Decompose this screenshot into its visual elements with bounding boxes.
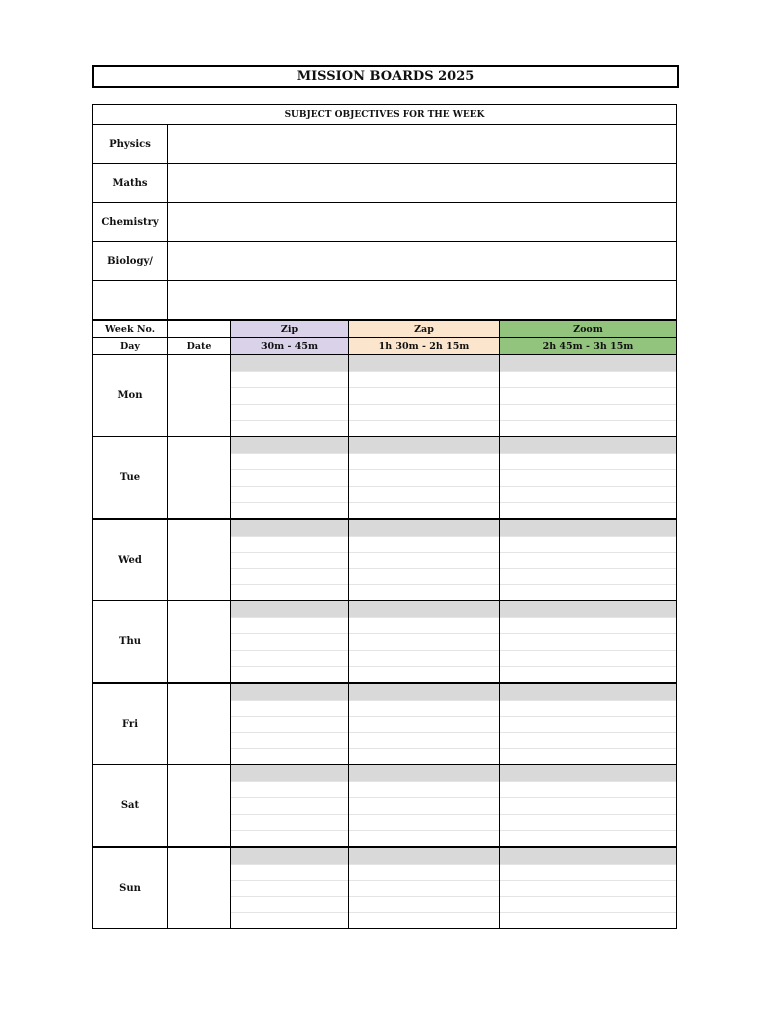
slot-header-shade	[500, 684, 676, 700]
slot-line[interactable]	[231, 502, 348, 518]
slot-line[interactable]	[349, 502, 499, 518]
slot-line[interactable]	[349, 650, 499, 666]
category-zip-duration: 30m - 45m	[231, 338, 349, 354]
slot-header-shade	[349, 601, 499, 617]
day-label: Thu	[93, 601, 168, 682]
slot-line[interactable]	[231, 552, 348, 568]
slot-line[interactable]	[231, 650, 348, 666]
slot-line[interactable]	[349, 387, 499, 403]
slot-line[interactable]	[500, 584, 676, 600]
date-field[interactable]	[168, 765, 231, 846]
date-field[interactable]	[168, 355, 231, 436]
week-number-label: Week No.	[93, 321, 168, 337]
slot-line[interactable]	[500, 650, 676, 666]
slot-line[interactable]	[231, 536, 348, 552]
slot-header-shade	[231, 355, 348, 371]
slot-header-shade	[500, 765, 676, 781]
slot-line[interactable]	[231, 864, 348, 880]
objective-row	[93, 281, 676, 319]
objective-field[interactable]	[168, 203, 676, 241]
date-field[interactable]	[168, 684, 231, 764]
slot-line[interactable]	[500, 617, 676, 633]
task-slot-zoom[interactable]	[500, 601, 676, 682]
slot-header-shade	[500, 437, 676, 453]
slot-line[interactable]	[500, 502, 676, 518]
slot-header-shade	[231, 601, 348, 617]
task-slot-zip[interactable]	[231, 355, 349, 436]
subject-label: Biology/	[93, 242, 168, 280]
slot-line[interactable]	[349, 748, 499, 764]
task-slot-zap[interactable]	[349, 520, 500, 600]
objective-row	[93, 125, 676, 164]
day-row	[93, 436, 676, 518]
slot-line[interactable]	[349, 700, 499, 716]
slot-line[interactable]	[231, 700, 348, 716]
slot-header-shade	[231, 684, 348, 700]
task-slot-zoom[interactable]	[500, 520, 676, 600]
subject-objectives-table	[92, 104, 677, 320]
task-slot-zap[interactable]	[349, 355, 500, 436]
slot-line[interactable]	[349, 880, 499, 896]
slot-header-shade	[349, 848, 499, 864]
task-slot-zap[interactable]	[349, 765, 500, 846]
day-column-header: Day	[93, 338, 168, 354]
slot-line[interactable]	[231, 371, 348, 387]
slot-header-shade	[349, 684, 499, 700]
objectives-header: SUBJECT OBJECTIVES FOR THE WEEK	[93, 105, 676, 125]
slot-line[interactable]	[349, 584, 499, 600]
slot-line[interactable]	[349, 568, 499, 584]
slot-line[interactable]	[500, 864, 676, 880]
slot-line[interactable]	[231, 814, 348, 830]
category-zap-name: Zap	[349, 321, 500, 337]
slot-line[interactable]	[349, 830, 499, 846]
date-field[interactable]	[168, 520, 231, 600]
task-slot-zip[interactable]	[231, 601, 349, 682]
slot-line[interactable]	[231, 453, 348, 469]
day-rows	[93, 354, 676, 928]
objective-field[interactable]	[168, 125, 676, 163]
subject-label: Physics	[93, 125, 168, 163]
objective-row	[93, 242, 676, 281]
slot-header-shade	[231, 520, 348, 536]
task-slot-zoom[interactable]	[500, 355, 676, 436]
slot-header-shade	[500, 601, 676, 617]
slot-line[interactable]	[231, 568, 348, 584]
slot-line[interactable]	[231, 633, 348, 649]
day-label: Sat	[93, 765, 168, 846]
slot-line[interactable]	[231, 732, 348, 748]
slot-header-shade	[231, 765, 348, 781]
slot-line[interactable]	[500, 633, 676, 649]
slot-line[interactable]	[349, 912, 499, 928]
task-slot-zoom[interactable]	[500, 684, 676, 764]
category-zap-duration: 1h 30m - 2h 15m	[349, 338, 500, 354]
slot-line[interactable]	[500, 453, 676, 469]
slot-line[interactable]	[349, 469, 499, 485]
day-header-row	[93, 337, 676, 354]
task-slot-zip[interactable]	[231, 520, 349, 600]
slot-line[interactable]	[500, 732, 676, 748]
task-slot-zip[interactable]	[231, 437, 349, 518]
subject-label: Chemistry	[93, 203, 168, 241]
slot-line[interactable]	[500, 748, 676, 764]
slot-line[interactable]	[349, 371, 499, 387]
task-slot-zap[interactable]	[349, 848, 500, 928]
slot-line[interactable]	[231, 748, 348, 764]
slot-line[interactable]	[349, 781, 499, 797]
day-row	[93, 518, 676, 600]
slot-line[interactable]	[500, 781, 676, 797]
slot-header-shade	[231, 848, 348, 864]
slot-line[interactable]	[349, 896, 499, 912]
slot-line[interactable]	[500, 912, 676, 928]
slot-line[interactable]	[500, 830, 676, 846]
task-slot-zip[interactable]	[231, 684, 349, 764]
weekly-schedule-table	[92, 320, 677, 929]
slot-line[interactable]	[349, 864, 499, 880]
slot-line[interactable]	[231, 617, 348, 633]
slot-line[interactable]	[231, 830, 348, 846]
slot-line[interactable]	[349, 420, 499, 436]
slot-line[interactable]	[231, 584, 348, 600]
task-slot-zap[interactable]	[349, 684, 500, 764]
slot-line[interactable]	[349, 814, 499, 830]
category-zip-name: Zip	[231, 321, 349, 337]
slot-line[interactable]	[349, 666, 499, 682]
day-row	[93, 764, 676, 846]
slot-line[interactable]	[231, 880, 348, 896]
slot-line[interactable]	[500, 880, 676, 896]
slot-line[interactable]	[500, 666, 676, 682]
slot-line[interactable]	[349, 732, 499, 748]
date-field[interactable]	[168, 437, 231, 518]
page-title: MISSION BOARDS 2025	[92, 65, 679, 88]
date-field[interactable]	[168, 848, 231, 928]
slot-header-shade	[500, 355, 676, 371]
slot-header-shade	[349, 437, 499, 453]
slot-line[interactable]	[349, 797, 499, 813]
slot-line[interactable]	[349, 486, 499, 502]
slot-line[interactable]	[231, 404, 348, 420]
slot-line[interactable]	[349, 552, 499, 568]
slot-line[interactable]	[500, 404, 676, 420]
day-row	[93, 846, 676, 928]
date-field[interactable]	[168, 601, 231, 682]
objective-row	[93, 203, 676, 242]
slot-line[interactable]	[231, 387, 348, 403]
subject-label	[93, 281, 168, 319]
slot-line[interactable]	[500, 700, 676, 716]
day-label: Tue	[93, 437, 168, 518]
week-number-field[interactable]	[168, 321, 231, 337]
day-label: Sun	[93, 848, 168, 928]
day-label: Wed	[93, 520, 168, 600]
category-zoom-duration: 2h 45m - 3h 15m	[500, 338, 676, 354]
slot-line[interactable]	[500, 814, 676, 830]
slot-line[interactable]	[231, 896, 348, 912]
slot-header-shade	[349, 520, 499, 536]
slot-header-shade	[500, 520, 676, 536]
slot-line[interactable]	[231, 781, 348, 797]
date-column-header: Date	[168, 338, 231, 354]
day-row	[93, 682, 676, 764]
slot-header-shade	[349, 765, 499, 781]
objective-field[interactable]	[168, 164, 676, 202]
task-slot-zoom[interactable]	[500, 765, 676, 846]
slot-header-shade	[349, 355, 499, 371]
slot-line[interactable]	[500, 420, 676, 436]
day-label: Fri	[93, 684, 168, 764]
slot-line[interactable]	[349, 633, 499, 649]
slot-line[interactable]	[500, 896, 676, 912]
objective-row	[93, 164, 676, 203]
slot-line[interactable]	[500, 469, 676, 485]
slot-line[interactable]	[231, 912, 348, 928]
slot-line[interactable]	[500, 371, 676, 387]
task-slot-zap[interactable]	[349, 437, 500, 518]
slot-line[interactable]	[349, 536, 499, 552]
slot-line[interactable]	[500, 797, 676, 813]
slot-line[interactable]	[349, 716, 499, 732]
slot-line[interactable]	[231, 469, 348, 485]
week-header-row	[93, 320, 676, 337]
slot-line[interactable]	[349, 617, 499, 633]
task-slot-zip[interactable]	[231, 848, 349, 928]
slot-line[interactable]	[500, 536, 676, 552]
slot-line[interactable]	[231, 420, 348, 436]
slot-header-shade	[500, 848, 676, 864]
slot-line[interactable]	[500, 486, 676, 502]
task-slot-zoom[interactable]	[500, 848, 676, 928]
subject-label: Maths	[93, 164, 168, 202]
slot-line[interactable]	[500, 387, 676, 403]
day-row	[93, 600, 676, 682]
slot-line[interactable]	[231, 666, 348, 682]
slot-header-shade	[231, 437, 348, 453]
slot-line[interactable]	[231, 797, 348, 813]
objective-field[interactable]	[168, 281, 676, 319]
slot-line[interactable]	[349, 453, 499, 469]
category-zoom-name: Zoom	[500, 321, 676, 337]
slot-line[interactable]	[231, 486, 348, 502]
slot-line[interactable]	[500, 716, 676, 732]
slot-line[interactable]	[349, 404, 499, 420]
task-slot-zip[interactable]	[231, 765, 349, 846]
slot-line[interactable]	[231, 716, 348, 732]
task-slot-zap[interactable]	[349, 601, 500, 682]
slot-line[interactable]	[500, 552, 676, 568]
day-label: Mon	[93, 355, 168, 436]
task-slot-zoom[interactable]	[500, 437, 676, 518]
objective-field[interactable]	[168, 242, 676, 280]
slot-line[interactable]	[500, 568, 676, 584]
day-row	[93, 354, 676, 436]
